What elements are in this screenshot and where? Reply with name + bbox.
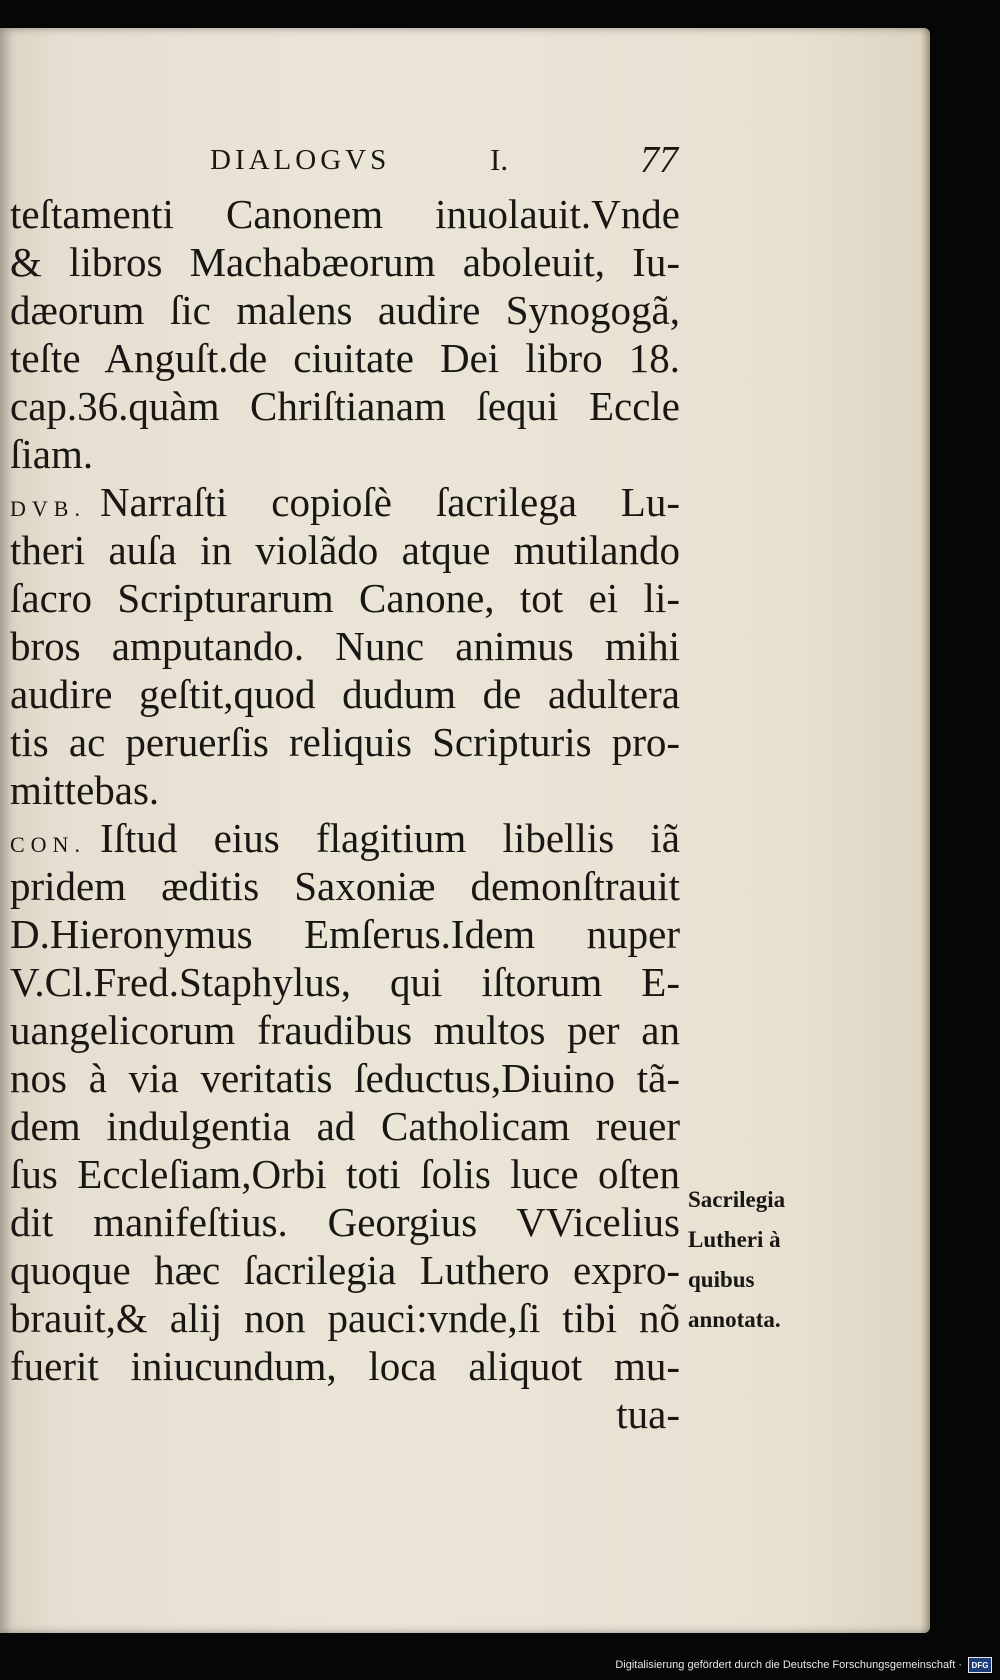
text-line: uangelicorum fraudibus multos per an — [10, 1007, 680, 1053]
marginal-note — [688, 1180, 853, 1340]
body-text — [10, 190, 680, 1438]
text-line: bros amputando. Nunc animus mihi — [10, 623, 680, 669]
marginal-note-line: annotata. — [688, 1307, 781, 1332]
text-line: theri auſa in violãdo atque mutilando — [10, 527, 680, 573]
text-line: quoque hæc ſacrilegia Luthero expro- — [10, 1247, 680, 1293]
digitization-footer — [615, 1654, 992, 1676]
text-line: Iſtud eius flagitium libellis iã — [99, 815, 680, 861]
text-line: ſacro Scripturarum Canone, tot ei li- — [10, 575, 680, 621]
text-line: fuerit iniucundum, loca aliquot mu- — [10, 1343, 680, 1389]
speaker-label-con: CON. — [10, 832, 86, 857]
text-line: audire geſtit,quod dudum de adultera — [10, 671, 680, 717]
text-line: ſus Eccleſiam,Orbi toti ſolis luce oſten — [10, 1151, 680, 1197]
text-line: brauit,& alij non pauci:vnde,ſi tibi nõ — [10, 1295, 680, 1341]
footer-credit: Digitalisierung gefördert durch die Deutsche Forschungsgemeinschaft · — [615, 1659, 962, 1671]
text-line: teſte Anguſt.de ciuitate Dei libro 18. — [10, 335, 680, 381]
marginal-note-line: quibus — [688, 1267, 755, 1292]
text-line-with-speaker — [10, 814, 680, 862]
text-line: & libros Machabæorum aboleuit, Iu- — [10, 239, 680, 285]
text-line: D.Hieronymus Emſerus.Idem nuper — [10, 911, 680, 957]
text-line: dæorum ſic malens audire Synogogã, — [10, 287, 680, 333]
text-line: Narraſti copioſè ſacrilega Lu- — [99, 479, 680, 525]
running-head-title: DIALOGVS — [210, 144, 391, 176]
text-line: dit manifeſtius. Georgius VVicelius — [10, 1199, 680, 1245]
text-line: mittebas. — [10, 767, 160, 813]
text-line: tis ac peruerſis reliquis Scripturis pro- — [10, 719, 680, 765]
catchword: tua- — [616, 1391, 680, 1437]
text-line: pridem æditis Saxoniæ demonſtrauit — [10, 863, 680, 909]
marginal-note-line: Sacrilegia — [688, 1187, 786, 1212]
running-head — [0, 124, 930, 181]
text-line: cap.36.quàm Chriſtianam ſequi Eccle — [10, 383, 680, 429]
dfg-logo-icon: DFG — [968, 1657, 992, 1673]
text-line: dem indulgentia ad Catholicam reuer — [10, 1103, 680, 1149]
text-line: ſiam. — [10, 431, 94, 477]
page-number: 77 — [640, 139, 678, 181]
text-line-with-speaker — [10, 478, 680, 526]
marginal-note-line: Lutheri à — [688, 1227, 781, 1252]
text-line: teſtamenti Canonem inuolauit.Vnde — [10, 191, 680, 237]
book-page — [0, 28, 930, 1633]
page-edge-shadow — [920, 28, 930, 1633]
text-line: nos à via veritatis ſeductus,Diuino tã- — [10, 1055, 680, 1101]
text-line: V.Cl.Fred.Staphylus, qui iſtorum E- — [10, 959, 680, 1005]
speaker-label-dub: DVB. — [10, 496, 86, 521]
running-head-dialogue-number: I. — [490, 142, 509, 177]
